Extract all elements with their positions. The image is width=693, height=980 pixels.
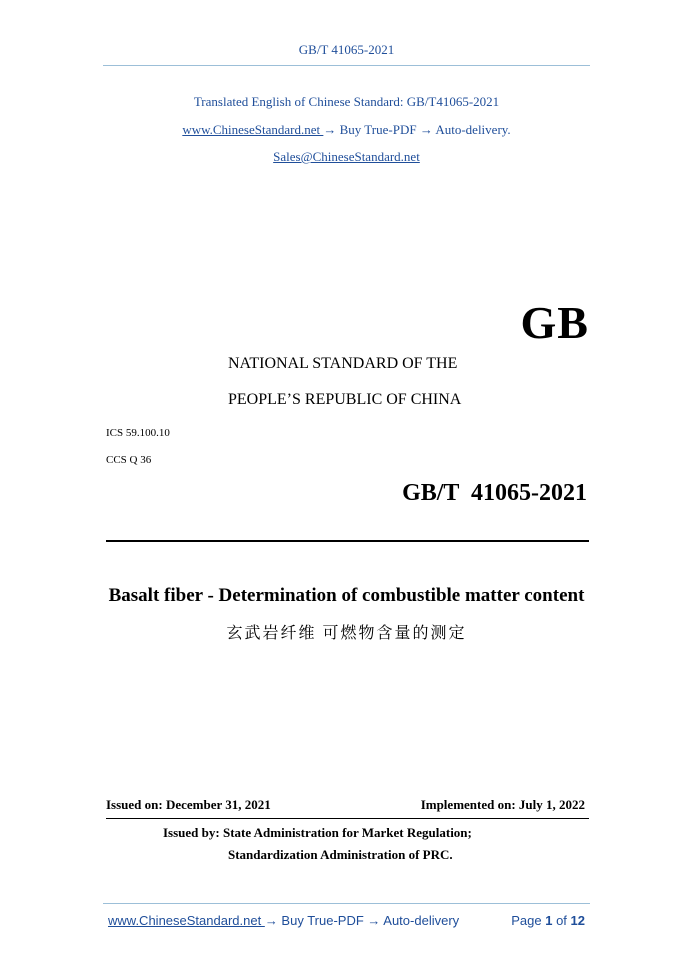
national-standard-line1: NATIONAL STANDARD OF THE (228, 355, 458, 372)
page-indicator (511, 913, 585, 928)
arrow-right-icon: → (323, 122, 337, 137)
footer-links (108, 913, 459, 928)
issued-by-line2: Standardization Administration of PRC. (228, 847, 453, 862)
title-divider (106, 540, 589, 542)
header-divider (103, 65, 590, 66)
translation-note: Translated English of Chinese Standard: GB/T41065-2021 (193, 94, 500, 109)
issued-on-date: Issued on: December 31, 2021 (106, 797, 271, 812)
issue-divider (106, 818, 589, 819)
page-total: 12 (570, 913, 585, 928)
footer-site-link[interactable]: www.ChineseStandard.net (108, 913, 265, 928)
page-of: of (552, 913, 571, 928)
ccs-code: CCS Q 36 (106, 454, 152, 466)
sales-email-line (0, 149, 693, 165)
issued-by-line1: Issued by: State Administration for Market Regulation; (163, 825, 472, 840)
national-standard-line2: PEOPLE’S REPUBLIC OF CHINA (228, 391, 462, 408)
footer-buy-text: Buy True-PDF (277, 913, 368, 928)
gb-mark: GB (520, 297, 589, 348)
title-english: Basalt fiber - Determination of combustible matter content (108, 585, 585, 606)
standard-number: GB/T 41065-2021 (402, 480, 587, 506)
auto-delivery-text: Auto-delivery. (432, 122, 511, 137)
footer-delivery-text: Auto-delivery (380, 913, 460, 928)
running-header: GB/T 41065-2021 (298, 42, 395, 57)
arrow-right-icon: → (367, 913, 381, 928)
arrow-right-icon: → (264, 913, 278, 928)
title-chinese: 玄武岩纤维 可燃物含量的测定 (226, 625, 467, 642)
implemented-on-date: Implemented on: July 1, 2022 (420, 797, 585, 812)
site-link[interactable]: www.ChineseStandard.net (182, 122, 324, 137)
translation-links-line (0, 122, 693, 138)
buy-pdf-text: Buy True-PDF (336, 122, 420, 137)
page-current: 1 (545, 913, 553, 928)
sales-email-link[interactable]: Sales@ChineseStandard.net (273, 149, 420, 164)
footer-divider (103, 903, 590, 904)
ics-code: ICS 59.100.10 (106, 427, 170, 439)
arrow-right-icon: → (419, 122, 433, 137)
page-label: Page (511, 913, 546, 928)
